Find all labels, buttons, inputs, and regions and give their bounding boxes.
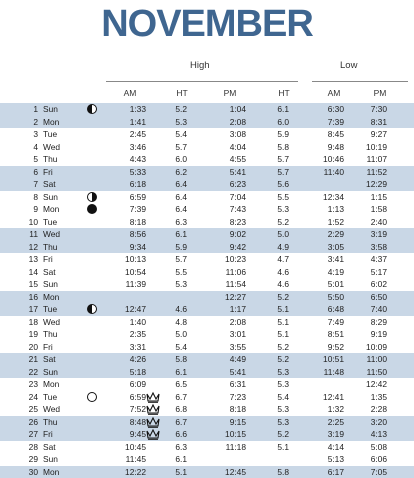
high-am-time: 1:40	[130, 316, 146, 329]
table-row	[0, 453, 414, 466]
group-header-low: Low	[340, 60, 357, 71]
day-name: Sun	[43, 366, 58, 379]
day-number: 16	[20, 291, 38, 304]
low-am-time: 5:01	[328, 278, 344, 291]
low-am-time: 1:13	[328, 203, 344, 216]
high-am-height: 6.2	[175, 166, 187, 179]
high-pm-height: 5.7	[277, 153, 289, 166]
low-pm-time: 12:29	[366, 178, 387, 191]
day-number: 7	[20, 178, 38, 191]
day-name: Sun	[43, 278, 58, 291]
low-am-time: 7:39	[328, 116, 344, 129]
table-row	[0, 278, 414, 291]
high-am-height: 5.7	[175, 253, 187, 266]
day-number: 17	[20, 303, 38, 316]
table-row	[0, 253, 414, 266]
high-am-height: 6.3	[175, 216, 187, 229]
high-pm-time: 5:41	[230, 366, 246, 379]
high-am-height: 6.3	[175, 441, 187, 454]
high-am-time: 2:35	[130, 328, 146, 341]
day-name: Sat	[43, 441, 56, 454]
high-pm-height: 5.1	[277, 316, 289, 329]
low-am-time: 1:32	[328, 403, 344, 416]
low-pm-time: 1:15	[371, 191, 387, 204]
high-pm-time: 10:15	[225, 428, 246, 441]
low-am-time: 9:52	[328, 341, 344, 354]
high-pm-time: 6:31	[230, 378, 246, 391]
high-pm-time: 7:43	[230, 203, 246, 216]
low-am-time: 12:34	[323, 191, 344, 204]
high-pm-height: 5.3	[277, 203, 289, 216]
high-am-time: 4:26	[130, 353, 146, 366]
low-pm-time: 9:27	[371, 128, 387, 141]
day-number: 12	[20, 241, 38, 254]
high-pm-time: 10:23	[225, 253, 246, 266]
low-pm-time: 11:52	[367, 166, 387, 179]
table-row	[0, 366, 414, 379]
low-pm-time: 4:37	[371, 253, 387, 266]
low-am-time: 6:17	[328, 466, 344, 478]
low-am-time: 3:41	[328, 253, 344, 266]
high-pm-height: 5.7	[277, 166, 289, 179]
high-am-time: 10:45	[125, 441, 146, 454]
day-number: 21	[20, 353, 38, 366]
table-row	[0, 466, 414, 478]
low-pm-time: 1:35	[371, 391, 387, 404]
table-row	[0, 166, 414, 179]
high-pm-time: 1:17	[230, 303, 246, 316]
high-pm-height: 4.6	[277, 266, 289, 279]
day-name: Tue	[43, 303, 57, 316]
high-pm-time: 3:01	[230, 328, 246, 341]
day-name: Thu	[43, 416, 57, 429]
high-am-time: 11:39	[126, 278, 146, 291]
king-tide-crown-icon	[146, 428, 160, 440]
table-row	[0, 328, 414, 341]
high-pm-time: 3:08	[230, 128, 246, 141]
high-am-time: 8:56	[130, 228, 146, 241]
table-row	[0, 141, 414, 154]
day-number: 15	[20, 278, 38, 291]
high-pm-time: 4:04	[230, 141, 246, 154]
low-am-time: 6:30	[328, 103, 344, 116]
high-pm-time: 1:04	[230, 103, 246, 116]
table-row	[0, 203, 414, 216]
high-am-height: 5.8	[175, 353, 187, 366]
low-pm-time: 11:50	[367, 366, 387, 379]
day-number: 1	[20, 103, 38, 116]
day-name: Tue	[43, 391, 57, 404]
high-am-time: 11:45	[126, 453, 146, 466]
low-pm-time: 9:19	[371, 328, 387, 341]
low-pm-time: 6:50	[371, 291, 387, 304]
low-pm-time: 2:28	[371, 403, 387, 416]
high-am-height: 5.9	[175, 241, 187, 254]
table-row	[0, 391, 414, 404]
high-am-time: 5:18	[130, 366, 146, 379]
day-number: 30	[20, 466, 38, 478]
day-name: Sun	[43, 191, 58, 204]
high-pm-height: 5.2	[277, 291, 289, 304]
column-header-low-am: AM	[314, 88, 354, 98]
low-pm-time: 3:20	[371, 416, 387, 429]
high-am-time: 12:47	[125, 303, 146, 316]
high-pm-height: 4.6	[277, 278, 289, 291]
day-name: Tue	[43, 216, 57, 229]
low-am-time: 6:48	[328, 303, 344, 316]
column-header-low-pm: PM	[360, 88, 400, 98]
day-number: 28	[20, 441, 38, 454]
low-am-time: 3:19	[328, 428, 344, 441]
column-header-high-am-height: HT	[162, 88, 202, 98]
king-tide-crown-icon	[146, 391, 160, 403]
low-am-time: 11:40	[324, 166, 344, 179]
high-pm-time: 4:49	[230, 353, 246, 366]
day-number: 18	[20, 316, 38, 329]
day-number: 5	[20, 153, 38, 166]
new-moon-icon	[87, 204, 97, 214]
high-pm-height: 5.2	[277, 341, 289, 354]
day-number: 23	[20, 378, 38, 391]
high-pm-time: 11:54	[226, 278, 246, 291]
high-pm-height: 5.2	[277, 353, 289, 366]
high-am-time: 9:45	[130, 428, 146, 441]
day-name: Sat	[43, 178, 56, 191]
high-pm-time: 9:02	[230, 228, 246, 241]
high-am-time: 3:31	[130, 341, 146, 354]
day-name: Sat	[43, 353, 56, 366]
high-pm-height: 5.8	[277, 141, 289, 154]
high-pm-height: 5.4	[277, 391, 289, 404]
high-am-height: 5.3	[175, 278, 187, 291]
high-pm-height: 4.9	[277, 241, 289, 254]
high-pm-time: 8:23	[230, 216, 246, 229]
low-am-time: 10:46	[323, 153, 344, 166]
table-row	[0, 353, 414, 366]
day-name: Thu	[43, 241, 57, 254]
high-pm-time: 11:18	[226, 441, 246, 454]
low-am-time: 5:13	[328, 453, 344, 466]
high-pm-height: 5.3	[277, 378, 289, 391]
high-am-time: 8:18	[130, 216, 146, 229]
high-pm-height: 5.1	[277, 441, 289, 454]
low-pm-time: 11:07	[367, 153, 387, 166]
high-am-time: 12:22	[125, 466, 146, 478]
high-pm-height: 5.5	[277, 191, 289, 204]
low-am-time: 2:29	[328, 228, 344, 241]
table-row	[0, 153, 414, 166]
high-am-height: 6.7	[175, 391, 187, 404]
day-name: Thu	[43, 153, 57, 166]
low-pm-time: 10:09	[366, 341, 387, 354]
low-am-time: 12:41	[323, 391, 344, 404]
column-header-high-pm-height: HT	[264, 88, 304, 98]
high-am-height: 5.2	[175, 103, 187, 116]
table-row	[0, 378, 414, 391]
high-am-height: 6.4	[175, 178, 187, 191]
day-number: 25	[20, 403, 38, 416]
day-number: 29	[20, 453, 38, 466]
divider-low	[312, 81, 408, 82]
table-row	[0, 266, 414, 279]
day-number: 13	[20, 253, 38, 266]
low-am-time: 5:50	[328, 291, 344, 304]
column-header-high-pm: PM	[210, 88, 250, 98]
king-tide-crown-icon	[146, 403, 160, 415]
low-pm-time: 5:08	[371, 441, 387, 454]
day-name: Sat	[43, 266, 56, 279]
low-pm-time: 7:40	[371, 303, 387, 316]
day-number: 4	[20, 141, 38, 154]
low-pm-time: 6:02	[371, 278, 387, 291]
day-number: 26	[20, 416, 38, 429]
table-row	[0, 216, 414, 229]
low-pm-time: 6:06	[371, 453, 387, 466]
table-row	[0, 316, 414, 329]
table-row	[0, 403, 414, 416]
day-number: 8	[20, 191, 38, 204]
day-number: 24	[20, 391, 38, 404]
high-am-time: 3:46	[130, 141, 146, 154]
high-pm-height: 5.0	[277, 228, 289, 241]
group-header-high: High	[190, 60, 210, 71]
high-am-height: 6.8	[175, 403, 187, 416]
low-pm-time: 2:40	[371, 216, 387, 229]
high-am-time: 9:34	[130, 241, 146, 254]
high-am-time: 8:48	[130, 416, 146, 429]
high-pm-height: 4.7	[277, 253, 289, 266]
high-am-height: 5.5	[175, 266, 187, 279]
day-number: 2	[20, 116, 38, 129]
high-pm-time: 11:06	[226, 266, 246, 279]
low-pm-time: 8:29	[371, 316, 387, 329]
high-am-height: 5.0	[175, 328, 187, 341]
low-am-time: 4:14	[328, 441, 344, 454]
table-row	[0, 241, 414, 254]
table-row	[0, 116, 414, 129]
day-name: Wed	[43, 403, 60, 416]
high-pm-height: 5.2	[277, 428, 289, 441]
low-am-time: 8:51	[328, 328, 344, 341]
high-am-time: 6:59	[130, 191, 146, 204]
low-pm-time: 12:42	[366, 378, 387, 391]
high-pm-time: 2:08	[230, 316, 246, 329]
last-quarter-moon-icon	[87, 304, 97, 314]
table-row	[0, 416, 414, 429]
first-quarter-moon-icon	[87, 192, 97, 202]
day-name: Fri	[43, 341, 53, 354]
high-am-time: 1:41	[130, 116, 146, 129]
low-am-time: 8:45	[328, 128, 344, 141]
low-pm-time: 5:17	[371, 266, 387, 279]
day-number: 3	[20, 128, 38, 141]
page-title: NOVEMBER	[0, 2, 414, 46]
table-row	[0, 303, 414, 316]
day-number: 9	[20, 203, 38, 216]
table-row	[0, 178, 414, 191]
high-am-time: 5:33	[130, 166, 146, 179]
day-number: 14	[20, 266, 38, 279]
low-am-time: 9:48	[328, 141, 344, 154]
high-pm-time: 3:55	[230, 341, 246, 354]
table-row	[0, 128, 414, 141]
day-name: Wed	[43, 228, 60, 241]
low-pm-time: 10:19	[366, 141, 387, 154]
high-am-height: 6.4	[175, 203, 187, 216]
high-pm-height: 5.9	[277, 128, 289, 141]
high-pm-time: 2:08	[230, 116, 246, 129]
day-name: Tue	[43, 128, 57, 141]
day-name: Mon	[43, 203, 59, 216]
high-pm-time: 12:45	[225, 466, 246, 478]
low-am-time: 4:19	[328, 266, 344, 279]
high-pm-height: 5.2	[277, 216, 289, 229]
low-pm-time: 3:58	[371, 241, 387, 254]
high-pm-time: 9:15	[230, 416, 246, 429]
high-am-height: 6.6	[175, 428, 187, 441]
high-pm-height: 5.3	[277, 416, 289, 429]
high-am-height: 5.4	[175, 341, 187, 354]
day-name: Sun	[43, 103, 58, 116]
day-number: 6	[20, 166, 38, 179]
day-number: 22	[20, 366, 38, 379]
table-row	[0, 191, 414, 204]
day-name: Fri	[43, 428, 53, 441]
high-pm-height: 6.1	[277, 103, 289, 116]
low-pm-time: 1:58	[371, 203, 387, 216]
high-pm-time: 4:55	[230, 153, 246, 166]
high-am-height: 4.8	[175, 316, 187, 329]
high-am-time: 2:45	[130, 128, 146, 141]
high-am-time: 6:09	[130, 378, 146, 391]
king-tide-crown-icon	[146, 416, 160, 428]
table-row	[0, 291, 414, 304]
high-pm-time: 7:04	[230, 191, 246, 204]
last-quarter-moon-icon	[87, 104, 97, 114]
day-number: 27	[20, 428, 38, 441]
high-pm-height: 5.6	[277, 178, 289, 191]
high-pm-time: 12:27	[225, 291, 246, 304]
high-am-time: 6:18	[130, 178, 146, 191]
day-number: 11	[20, 228, 38, 241]
high-pm-time: 5:41	[230, 166, 246, 179]
high-pm-time: 6:23	[230, 178, 246, 191]
high-pm-time: 8:18	[230, 403, 246, 416]
day-name: Mon	[43, 291, 59, 304]
day-name: Fri	[43, 253, 53, 266]
high-pm-height: 6.0	[277, 116, 289, 129]
day-name: Mon	[43, 378, 59, 391]
day-name: Wed	[43, 316, 60, 329]
table-row	[0, 103, 414, 116]
low-pm-time: 8:31	[371, 116, 387, 129]
day-number: 10	[20, 216, 38, 229]
low-am-time: 11:48	[324, 366, 344, 379]
high-am-height: 6.4	[175, 191, 187, 204]
low-pm-time: 11:00	[367, 353, 387, 366]
high-pm-height: 5.3	[277, 403, 289, 416]
low-pm-time: 7:05	[371, 466, 387, 478]
high-am-time: 7:52	[130, 403, 146, 416]
table-row	[0, 441, 414, 454]
high-am-height: 5.3	[175, 116, 187, 129]
high-am-time: 6:59	[130, 391, 146, 404]
day-number: 19	[20, 328, 38, 341]
high-am-height: 6.7	[175, 416, 187, 429]
full-moon-icon	[87, 392, 97, 402]
high-pm-height: 5.1	[277, 303, 289, 316]
low-am-time: 10:51	[323, 353, 344, 366]
high-am-height: 6.0	[175, 153, 187, 166]
low-am-time: 1:52	[328, 216, 344, 229]
high-pm-height: 5.8	[277, 466, 289, 478]
day-number: 20	[20, 341, 38, 354]
table-row	[0, 341, 414, 354]
low-pm-time: 3:19	[371, 228, 387, 241]
day-name: Mon	[43, 116, 59, 129]
low-pm-time: 7:30	[371, 103, 387, 116]
high-am-height: 6.1	[175, 228, 187, 241]
day-name: Mon	[43, 466, 59, 478]
day-name: Thu	[43, 328, 57, 341]
high-am-height: 6.1	[175, 366, 187, 379]
low-am-time: 2:25	[328, 416, 344, 429]
high-am-time: 7:39	[130, 203, 146, 216]
day-name: Fri	[43, 166, 53, 179]
low-am-time: 3:05	[328, 241, 344, 254]
day-name: Wed	[43, 141, 60, 154]
table-row	[0, 228, 414, 241]
high-am-time: 10:13	[125, 253, 146, 266]
high-am-time: 4:43	[130, 153, 146, 166]
high-pm-height: 5.1	[277, 328, 289, 341]
high-pm-height: 5.3	[277, 366, 289, 379]
high-am-height: 5.1	[175, 466, 187, 478]
high-am-time: 1:33	[130, 103, 146, 116]
low-pm-time: 4:13	[371, 428, 387, 441]
high-pm-time: 7:23	[230, 391, 246, 404]
high-am-height: 6.1	[175, 453, 187, 466]
column-header-high-am: AM	[110, 88, 150, 98]
high-pm-time: 9:42	[230, 241, 246, 254]
divider-high	[106, 81, 298, 82]
day-name: Sun	[43, 453, 58, 466]
table-row	[0, 428, 414, 441]
high-am-height: 5.4	[175, 128, 187, 141]
low-am-time: 7:49	[328, 316, 344, 329]
high-am-time: 10:54	[125, 266, 146, 279]
high-am-height: 5.7	[175, 141, 187, 154]
high-am-height: 4.6	[175, 303, 187, 316]
high-am-height: 6.5	[175, 378, 187, 391]
